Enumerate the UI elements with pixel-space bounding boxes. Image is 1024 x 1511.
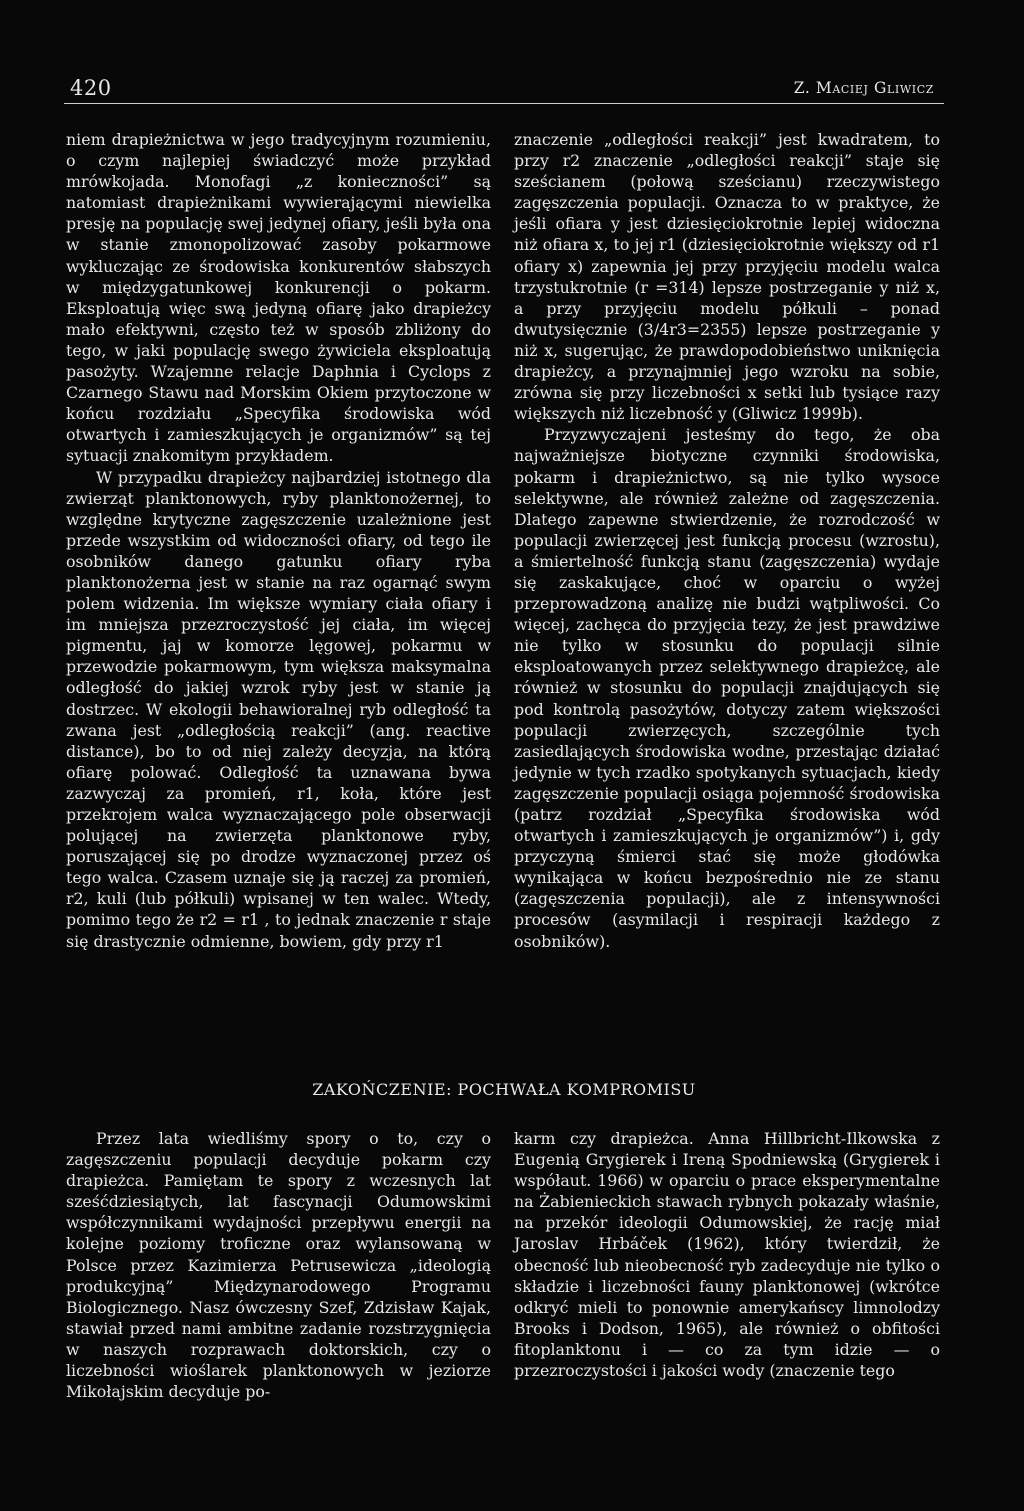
lower-right-column (514, 1128, 940, 1381)
page-number: 420 (70, 76, 112, 100)
paragraph: karm czy drapieżca. Anna Hillbricht-Ilkowska z Eugenią Grygierek i Ireną Spodniewską (Grygierek i współaut. 1966) w oparciu o prace eksperymentalne na Żabienieckich stawach rybnych pokazały właśnie, na przekór ideologii Odumowskiej, że rację miał Jaroslav Hrbáček (1962), który twierdził, że obecność lub nieobecność ryb zadecyduje nie tylko o składzie i liczebności fauny planktonowej (wkrótce odkryć mieli to ponownie amerykańscy limnolodzy Brooks i Dodson, 1965), ale również o obfitości fitoplanktonu i — co za tym idzie — o przezroczystości i jakości wody (znaczenie tego (514, 1129, 940, 1381)
header-rule (64, 103, 944, 104)
section-heading: ZAKOŃCZENIE: POCHWAŁA KOMPROMISU (312, 1080, 696, 1099)
paragraph: niem drapieżnictwa w jego tradycyjnym rozumieniu, o czym najlepiej świadczyć może przykład mrówkojada. Monofagi „z konieczności” są natomiast drapieżnikami wywierającymi niewielka presję na populację swej jedynej ofiary, jeśli była ona w stanie zmonopolizować zasoby pokarmowe wykluczając ze środowiska konkurentów słabszych w międzygatunkowej konkurencji o pokarm. Eksploatują więc swą jedyną ofiarę jako drapieżcy mało efektywni, często też w sposób zbliżony do tego, w jaki populację swego żywiciela eksploatują pasożyty. Wzajemne relacje Daphnia i Cyclops z Czarnego Stawu nad Morskim Okiem przytoczone w końcu rozdziału „Specyfika środowiska wód otwartych i zamieszkujących je organizmów” są tej sytuacji znakomitym przykładem. (66, 130, 491, 466)
running-head: Z. Maciej Gliwicz (793, 79, 934, 97)
paragraph: znaczenie „odległości reakcji” jest kwadratem, to przy r2 znaczenie „odległości reakcji” staje się sześcianem (połową sześcianu) rzeczywistego zagęszczenia populacji. Oznacza to w praktyce, że jeśli ofiara y jest dziesięciokrotnie lepiej widoczna niż ofiara x, to jej r1 (dziesięciokrotnie większy od r1 ofiary x) zapewnia jej przy przyjęciu modelu walca trzystukrotnie (r =314) lepsze postrzeganie y niż x, a przy przyjęciu modelu półkuli – ponad dwutysięcznie (3/4r3=2355) lepsze postrzeganie y niż x, sugerując, że prawdopodobieństwo uniknięcia drapieżcy, a przynajmniej jego wzroku na sobie, zrówna się przy liczebności x setki lub tysiące razy większych niż liczebność y (Gliwicz 1999b). (514, 130, 940, 424)
paragraph: W przypadku drapieżcy najbardziej istotnego dla zwierząt planktonowych, ryby planktonożernej, to względne krytyczne zagęszczenie uzależnione jest przede wszystkim od widoczności ofiary, od tego ile osobników danego gatunku ofiary ryba planktonożerna jest w stanie na raz ogarnąć swym polem widzenia. Im większe wymiary ciała ofiary i im mniejsza przezroczystość jej ciała, im więcej pigmentu, jaj w komorze lęgowej, pokarmu w przewodzie pokarmowym, tym większa maksymalna odległość do jakiej wzrok ryby jest w stanie ją dostrzec. W ekologii behawioralnej ryb odległość ta zwana jest „odległością reakcji” (ang. reactive distance), bo to od niej zależy decyzja, na którą ofiarę polować. Odległość ta uznawana bywa zazwyczaj za promień, r1, koła, które jest przekrojem walca wyznaczającego pole obserwacji polującej na zwierzęta planktonowe ryby, poruszającej się po drodze wyznaczonej przez oś tego walca. Czasem uznaje się ją raczej za promień, r2, kuli (lub półkuli) wpisanej w ten walec. Wtedy, pomimo tego że r2 = r1 , to jednak znaczenie r staje się drastycznie odmienne, bowiem, gdy przy r1 (66, 467, 491, 951)
upper-left-column (66, 129, 491, 952)
page-header (64, 76, 944, 106)
paragraph: Przez lata wiedliśmy spory o to, czy o zagęszczeniu populacji decyduje pokarm czy drapieżca. Pamiętam te spory z wczesnych lat sześćdziesiątych, lat fascynacji Odumowskimi współczynnikami wydajności przepływu energii na kolejne poziomy troficzne oraz wylansowaną w Polsce przez Kazimierza Petrusewicza „ideologią produkcyjną” Międzynarodowego Programu Biologicznego. Nasz ówczesny Szef, Zdzisław Kajak, stawiał przed nami ambitne zadanie rozstrzygnięcia w naszych rozprawach doktorskich, czy o liczebności wioślarek planktonowych w jeziorze Mikołajskim decyduje po- (66, 1129, 491, 1402)
lower-left-column (66, 1128, 491, 1402)
paragraph: Przyzwyczajeni jesteśmy do tego, że oba najważniejsze biotyczne czynniki środowiska, pokarm i drapieżnictwo, są nie tylko wysoce selektywne, ale również zależne od zagęszczenia. Dlatego zapewne stwierdzenie, że rozrodczość w populacji zwierzęcej jest funkcją procesu (wzrostu), a śmiertelność funkcją stanu (zagęszczenia) wydaje się zaskakujące, choć w oparciu o wyżej przeprowadzoną analizę nie budzi wątpliwości. Co więcej, zachęca do przyjęcia tezy, że jest prawdziwe nie tylko w stosunku do populacji silnie eksploatowanych przez selektywnego drapieżcę, ale również w stosunku do populacji znajdujących się pod kontrolą pasożytów, dotyczy zatem większości populacji zwierzęcych, szczególnie tych zasiedlających środowiska wodne, przestając działać jedynie w tych rzadko spotykanych sytuacjach, kiedy zagęszczenie populacji osiąga pojemność środowiska (patrz rozdział „Specyfika środowiska wód otwartych i zamieszkujących je organizmów”) i, gdy przyczyną śmierci stać się może głodówka wynikająca w końcu bezpośrednio nie ze stanu (zagęszczenia populacji), ale z intensywności procesów (asymilacji i respiracji każdego z osobników). (514, 425, 940, 951)
upper-right-column (514, 129, 940, 952)
